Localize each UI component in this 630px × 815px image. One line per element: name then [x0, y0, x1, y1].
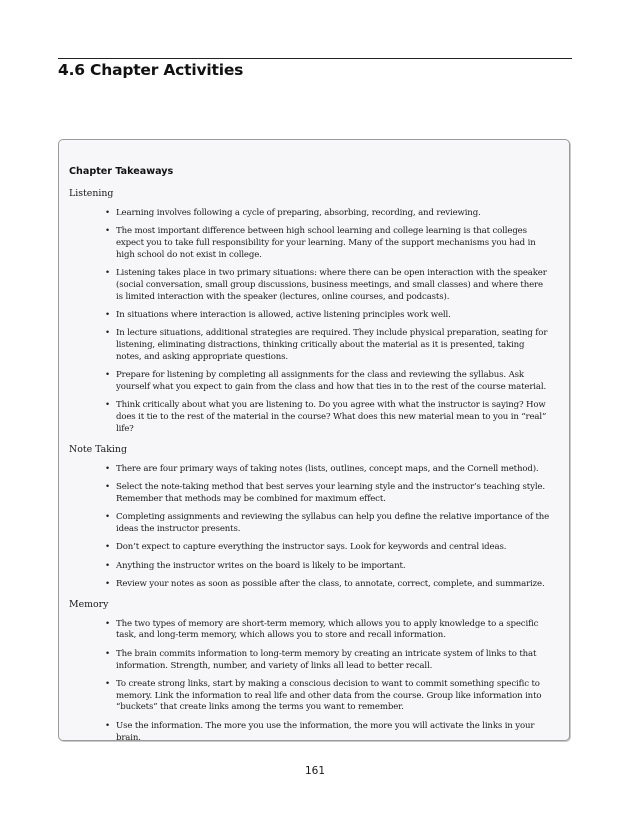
list-item: • Select the note-taking method that best serves your learning style and the instructor’s teaching style. Remember that methods may be combined for maximum effect.	[116, 482, 551, 506]
list-item: • Don’t expect to capture everything the instructor says. Look for keywords and central ideas.	[116, 542, 551, 554]
page-number: 161	[304, 765, 326, 777]
list-item: • Prepare for listening by completing all assignments for the class and reviewing the syllabus. Ask yourself what you expect to gain from the class and how that ties in to the rest of the course material.	[116, 370, 551, 394]
list-item: • Anything the instructor writes on the board is likely to be important.	[116, 561, 551, 573]
listening-list	[69, 208, 559, 436]
list-item: • In lecture situations, additional strategies are required. They include physical preparation, seating for listening, eliminating distractions, thinking critically about the material as it is presented, taking notes, and asking appropriate questions.	[116, 328, 551, 363]
list-item: • The most important difference between high school learning and college learning is that colleges expect you to take full responsibility for your learning. Many of the support mechanisms you had in high school do not exist in college.	[116, 226, 551, 261]
group-heading-note-taking: Note Taking	[69, 443, 127, 455]
group-heading-memory: Memory	[69, 598, 109, 610]
chapter-takeaways-box	[58, 139, 570, 741]
list-item: • Review your notes as soon as possible after the class, to annotate, correct, complete, and summarize.	[116, 579, 551, 591]
group-heading-listening: Listening	[69, 188, 114, 199]
list-item: • The brain commits information to long-term memory by creating an intricate system of links to that information. Strength, number, and variety of links all lead to better recall.	[116, 649, 551, 673]
top-rule	[58, 58, 572, 59]
section-title: 4.6 Chapter Activities	[58, 61, 244, 79]
list-item: • To create strong links, start by making a conscious decision to want to commit something specific to memory. Link the information to real life and other data from the course. Group like information into “buckets” that create links among the terms you want to remember.	[116, 679, 551, 714]
list-item: • There are four primary ways of taking notes (lists, outlines, concept maps, and the Cornell method).	[116, 464, 551, 476]
list-item: • Completing assignments and reviewing the syllabus can help you define the relative importance of the ideas the instructor presents.	[116, 512, 551, 536]
list-item: • Think critically about what you are listening to. Do you agree with what the instructor is saying? How does it tie to the rest of the material in the course? What does this new material mean to you in “real” life?	[116, 400, 551, 435]
list-item: • In situations where interaction is allowed, active listening principles work well.	[116, 310, 551, 322]
list-item: • Learning involves following a cycle of preparing, absorbing, recording, and reviewing.	[116, 208, 551, 220]
list-item: • Use the information. The more you use the information, the more you will activate the links in your brain.	[116, 721, 551, 745]
takeaways-title: Chapter Takeaways	[69, 166, 174, 177]
list-item: • Listening takes place in two primary situations: where there can be open interaction with the speaker (social conversation, small group discussions, business meetings, and small classes) and where there is limited interaction with the speaker (lectures, online courses, and podcasts).	[116, 268, 551, 303]
memory-list	[69, 619, 559, 745]
note-taking-list	[69, 464, 559, 591]
list-item: • The two types of memory are short-term memory, which allows you to apply knowledge to a specific task, and long-term memory, which allows you to store and recall information.	[116, 619, 551, 643]
